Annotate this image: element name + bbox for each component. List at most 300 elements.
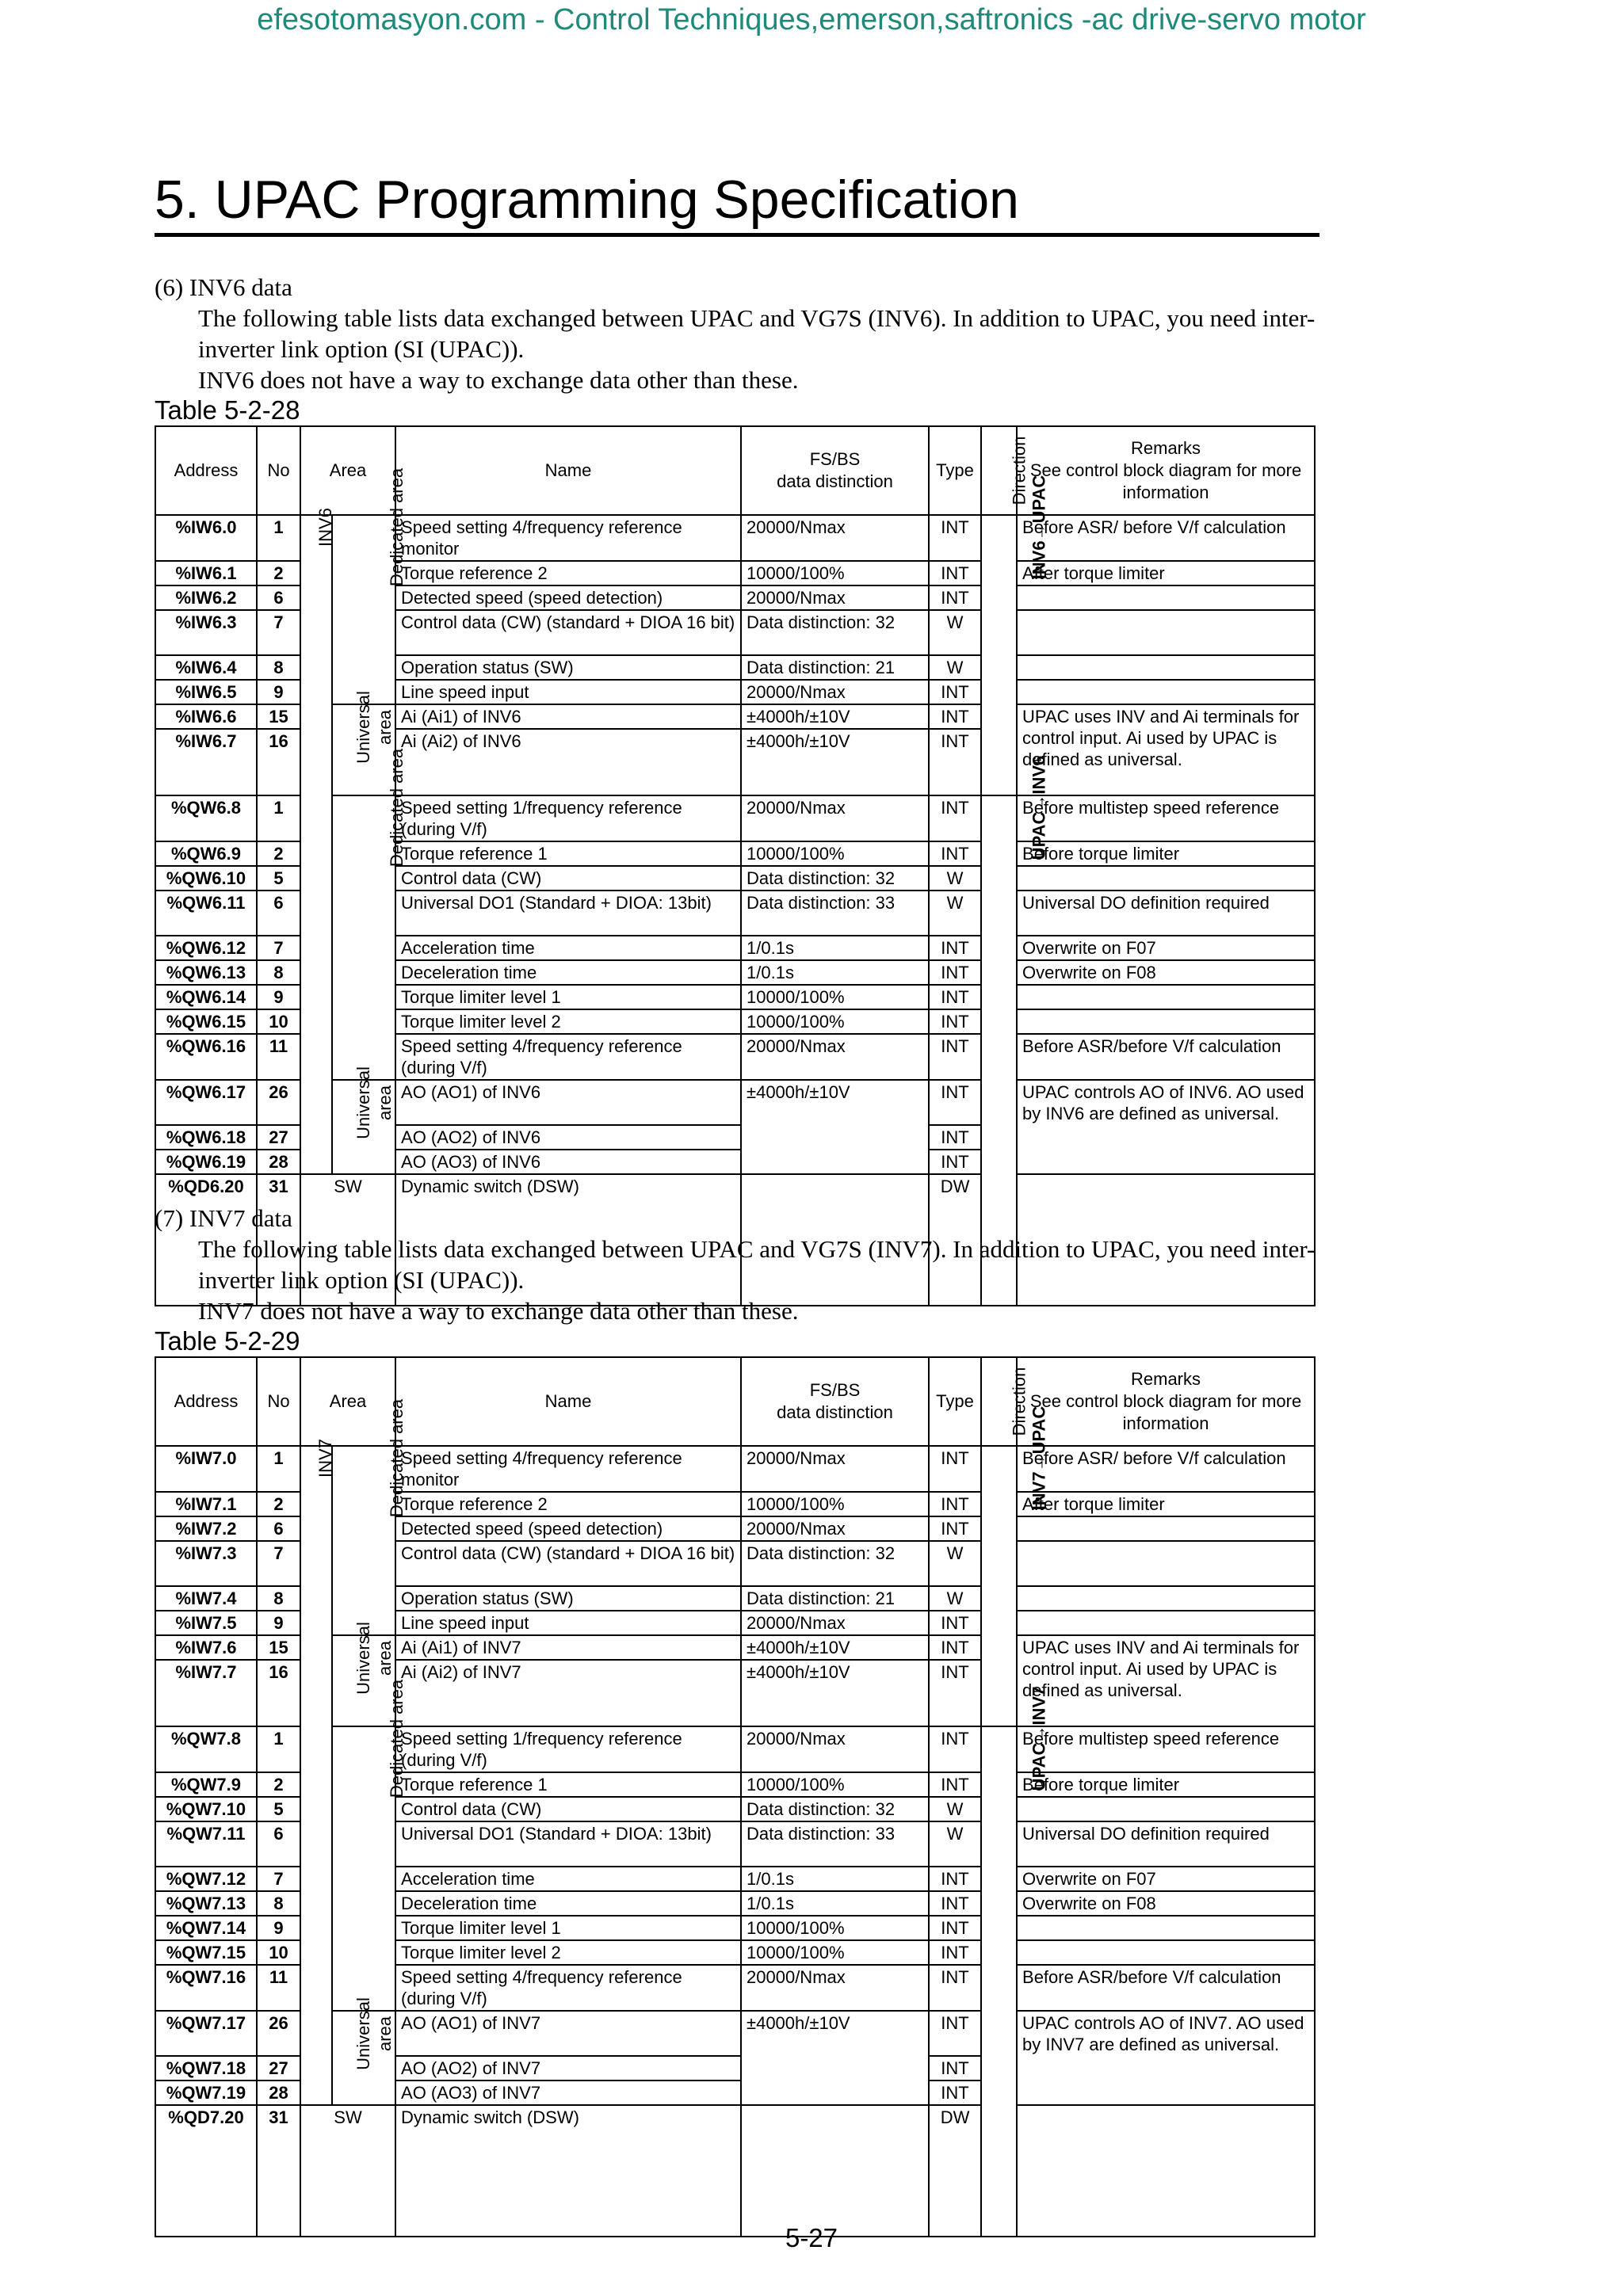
remarks-cell: Before torque limiter: [1017, 1772, 1315, 1797]
no-cell: 1: [257, 795, 300, 841]
area-label: Dedicated area: [387, 1679, 407, 1798]
col-header-address: Address: [155, 426, 257, 515]
type-cell: INT: [929, 704, 981, 729]
name-cell: Dynamic switch (DSW): [395, 1174, 741, 1306]
type-cell: DW: [929, 2105, 981, 2237]
type-cell: INT: [929, 2011, 981, 2056]
col-header-remarks-line2: See control block diagram for more information: [1029, 1391, 1302, 1433]
fsbs-cell: 20000/Nmax: [741, 585, 929, 610]
remarks-cell: [1017, 1797, 1315, 1821]
no-cell: 6: [257, 891, 300, 936]
remarks-cell: Before multistep speed reference: [1017, 1726, 1315, 1772]
col-header-name: Name: [395, 426, 741, 515]
section-heading: (7) INV7 data: [155, 1204, 292, 1232]
name-cell: Ai (Ai2) of INV6: [395, 729, 741, 795]
name-cell: Detected speed (speed detection): [395, 1516, 741, 1541]
no-cell: 2: [257, 1492, 300, 1516]
fsbs-cell: 20000/Nmax: [741, 1516, 929, 1541]
address-cell: %IW7.6: [155, 1635, 257, 1660]
inv7-data-table: [155, 1356, 1316, 2237]
address-cell: %QW7.18: [155, 2056, 257, 2081]
name-cell: Torque reference 2: [395, 1492, 741, 1516]
col-header-area: Area: [300, 426, 395, 515]
address-cell: %IW6.2: [155, 585, 257, 610]
no-cell: 27: [257, 2056, 300, 2081]
address-cell: %QD6.20: [155, 1174, 257, 1306]
remarks-cell: Before ASR/ before V/f calculation: [1017, 515, 1315, 561]
area-cell: [332, 748, 407, 1080]
table-label: Table 5-2-29: [155, 1326, 300, 1356]
direction-cell: [981, 475, 1049, 795]
direction-cell: [981, 1405, 1049, 1726]
fsbs-cell: 10000/100%: [741, 985, 929, 1009]
area-cell: [332, 1398, 407, 1635]
section-inv6: [155, 272, 1319, 1306]
area-label: Dedicated area: [387, 467, 407, 587]
address-cell: %IW6.7: [155, 729, 257, 795]
address-cell: %QW6.17: [155, 1080, 257, 1125]
address-cell: %QW7.12: [155, 1867, 257, 1891]
type-cell: INT: [929, 1635, 981, 1660]
fsbs-cell: 20000/Nmax: [741, 680, 929, 704]
fsbs-cell: Data distinction: 32: [741, 1541, 929, 1586]
no-cell: 10: [257, 1940, 300, 1965]
type-cell: W: [929, 891, 981, 936]
name-cell: Ai (Ai2) of INV7: [395, 1660, 741, 1726]
no-cell: 28: [257, 1150, 300, 1174]
area-label: Dedicated area: [387, 748, 407, 868]
type-cell: INT: [929, 985, 981, 1009]
area-label: Dedicated area: [387, 1398, 407, 1518]
name-cell: AO (AO1) of INV7: [395, 2011, 741, 2056]
no-cell: 28: [257, 2081, 300, 2105]
inverter-group-label: INV7: [315, 1439, 335, 1478]
name-cell: Torque reference 1: [395, 1772, 741, 1797]
address-cell: %QW7.16: [155, 1965, 257, 2011]
no-cell: 16: [257, 729, 300, 795]
address-cell: %QW7.19: [155, 2081, 257, 2105]
fsbs-cell: 10000/100%: [741, 1492, 929, 1516]
remarks-cell: Universal DO definition required: [1017, 891, 1315, 936]
name-cell: Control data (CW): [395, 866, 741, 891]
fsbs-cell: Data distinction: 21: [741, 1586, 929, 1611]
type-cell: INT: [929, 1611, 981, 1635]
section-paragraph: The following table lists data exchanged between UPAC and VG7S (INV7). In addition to UPAC, you need inter-inverter link option (SI (UPAC)).: [198, 1235, 1316, 1294]
name-cell: Ai (Ai1) of INV6: [395, 704, 741, 729]
address-cell: %QD7.20: [155, 2105, 257, 2237]
direction-cell: [981, 1686, 1049, 2237]
type-cell: INT: [929, 1891, 981, 1916]
remarks-cell: [1017, 1541, 1315, 1586]
name-cell: Deceleration time: [395, 960, 741, 985]
address-cell: %QW6.11: [155, 891, 257, 936]
site-banner: efesotomasyon.com - Control Techniques,emerson,saftronics -ac drive-servo motor: [257, 3, 1366, 36]
remarks-cell: [1017, 866, 1315, 891]
fsbs-cell: ±4000h/±10V: [741, 1660, 929, 1726]
name-cell: Control data (CW) (standard + DIOA 16 bit): [395, 1541, 741, 1586]
name-cell: Speed setting 4/frequency reference monitor: [395, 515, 741, 561]
type-cell: INT: [929, 1772, 981, 1797]
col-header-address: Address: [155, 1357, 257, 1446]
inverter-group-label: INV6: [315, 508, 335, 547]
name-cell: AO (AO3) of INV6: [395, 1150, 741, 1174]
address-cell: %QW7.11: [155, 1821, 257, 1867]
col-header-remarks-line1: Remarks: [1131, 438, 1201, 458]
fsbs-cell: 10000/100%: [741, 1009, 929, 1034]
type-cell: INT: [929, 1009, 981, 1034]
name-cell: Operation status (SW): [395, 655, 741, 680]
no-cell: 6: [257, 585, 300, 610]
fsbs-cell: Data distinction: 32: [741, 1797, 929, 1821]
fsbs-cell: ±4000h/±10V: [741, 2011, 929, 2105]
area-label: [353, 1066, 395, 1139]
section-paragraph: INV7 does not have a way to exchange data other than these.: [198, 1297, 799, 1325]
type-cell: DW: [929, 1174, 981, 1306]
area-label-line: area: [374, 2016, 395, 2052]
type-cell: W: [929, 655, 981, 680]
type-cell: INT: [929, 1867, 981, 1891]
fsbs-cell: 10000/100%: [741, 1940, 929, 1965]
name-cell: Torque limiter level 2: [395, 1940, 741, 1965]
table-header-row: [155, 426, 1315, 515]
type-cell: INT: [929, 795, 981, 841]
remarks-cell: Before ASR/before V/f calculation: [1017, 1965, 1315, 2011]
remarks-cell: Overwrite on F08: [1017, 960, 1315, 985]
no-cell: 5: [257, 1797, 300, 1821]
col-header-direction-text: Direction: [1009, 436, 1029, 505]
section-paragraph: INV6 does not have a way to exchange data other than these.: [198, 366, 799, 394]
type-cell: W: [929, 1797, 981, 1821]
area-cell: SW: [300, 2105, 395, 2237]
fsbs-cell: ±4000h/±10V: [741, 729, 929, 795]
no-cell: 2: [257, 561, 300, 585]
name-cell: Torque reference 2: [395, 561, 741, 585]
address-cell: %QW7.17: [155, 2011, 257, 2056]
remarks-cell: [1017, 1586, 1315, 1611]
remarks-cell: [1017, 1916, 1315, 1940]
no-cell: 6: [257, 1516, 300, 1541]
direction-label: INV6→UPAC: [1029, 475, 1049, 580]
inverter-group-cell: [300, 1439, 335, 2105]
address-cell: %QW6.13: [155, 960, 257, 985]
type-cell: INT: [929, 2056, 981, 2081]
col-header-fsbs: [741, 426, 929, 515]
no-cell: 9: [257, 1916, 300, 1940]
no-cell: 1: [257, 1446, 300, 1492]
area-label-line: Universal: [353, 691, 373, 764]
address-cell: %IW6.0: [155, 515, 257, 561]
name-cell: AO (AO1) of INV6: [395, 1080, 741, 1125]
address-cell: %IW6.6: [155, 704, 257, 729]
table-row: [155, 2105, 1315, 2237]
inv6-data-table: [155, 425, 1316, 1306]
no-cell: 7: [257, 1541, 300, 1586]
address-cell: %IW6.3: [155, 610, 257, 655]
name-cell: Deceleration time: [395, 1891, 741, 1916]
inverter-group-cell: [300, 508, 335, 1174]
col-header-direction-text: Direction: [1009, 1367, 1029, 1436]
area-label-line: Universal: [353, 1066, 373, 1139]
fsbs-cell: 20000/Nmax: [741, 515, 929, 561]
name-cell: AO (AO3) of INV7: [395, 2081, 741, 2105]
area-label-line: area: [374, 709, 395, 746]
col-header-no: No: [257, 426, 300, 515]
remarks-cell: [1017, 1940, 1315, 1965]
area-label-line: Universal: [353, 1997, 373, 2070]
no-cell: 16: [257, 1660, 300, 1726]
area-cell: [332, 1679, 407, 2011]
name-cell: Speed setting 4/frequency reference (during V/f): [395, 1965, 741, 2011]
fsbs-cell: 1/0.1s: [741, 936, 929, 960]
address-cell: %QW6.9: [155, 841, 257, 866]
table-row: [155, 515, 1315, 561]
no-cell: 10: [257, 1009, 300, 1034]
remarks-cell: [1017, 1611, 1315, 1635]
remarks-cell: Overwrite on F07: [1017, 1867, 1315, 1891]
no-cell: 2: [257, 1772, 300, 1797]
address-cell: %IW7.1: [155, 1492, 257, 1516]
no-cell: 8: [257, 960, 300, 985]
no-cell: 2: [257, 841, 300, 866]
remarks-cell: UPAC controls AO of INV6. AO used by INV6 are defined as universal.: [1017, 1080, 1315, 1174]
fsbs-cell: 20000/Nmax: [741, 795, 929, 841]
name-cell: AO (AO2) of INV6: [395, 1125, 741, 1150]
address-cell: %IW6.5: [155, 680, 257, 704]
fsbs-cell: ±4000h/±10V: [741, 1635, 929, 1660]
name-cell: Operation status (SW): [395, 1586, 741, 1611]
type-cell: W: [929, 866, 981, 891]
remarks-cell: UPAC controls AO of INV7. AO used by INV7 are defined as universal.: [1017, 2011, 1315, 2105]
name-cell: Acceleration time: [395, 1867, 741, 1891]
no-cell: 1: [257, 1726, 300, 1772]
name-cell: Ai (Ai1) of INV7: [395, 1635, 741, 1660]
remarks-cell: Before multistep speed reference: [1017, 795, 1315, 841]
section-paragraph: The following table lists data exchanged between UPAC and VG7S (INV6). In addition to UPAC, you need inter-inverter link option (SI (UPAC)).: [198, 304, 1316, 363]
remarks-cell: [1017, 610, 1315, 655]
address-cell: %QW6.16: [155, 1034, 257, 1080]
type-cell: INT: [929, 1446, 981, 1492]
name-cell: Detected speed (speed detection): [395, 585, 741, 610]
address-cell: %IW7.2: [155, 1516, 257, 1541]
remarks-cell: [1017, 655, 1315, 680]
type-cell: INT: [929, 1516, 981, 1541]
remarks-cell: [1017, 1516, 1315, 1541]
address-cell: %IW7.5: [155, 1611, 257, 1635]
address-cell: %QW6.14: [155, 985, 257, 1009]
type-cell: INT: [929, 1034, 981, 1080]
type-cell: INT: [929, 515, 981, 561]
remarks-cell: Before torque limiter: [1017, 841, 1315, 866]
address-cell: %QW6.10: [155, 866, 257, 891]
fsbs-cell: [741, 2105, 929, 2237]
type-cell: INT: [929, 1726, 981, 1772]
chapter-title: 5. UPAC Programming Specification: [155, 168, 1319, 237]
fsbs-cell: 10000/100%: [741, 1916, 929, 1940]
name-cell: Acceleration time: [395, 936, 741, 960]
no-cell: 27: [257, 1125, 300, 1150]
direction-label: INV7→UPAC: [1029, 1405, 1049, 1511]
type-cell: INT: [929, 2081, 981, 2105]
type-cell: INT: [929, 1125, 981, 1150]
no-cell: 31: [257, 1174, 300, 1306]
col-header-direction: [981, 1357, 1029, 1446]
address-cell: %QW7.10: [155, 1797, 257, 1821]
area-label-line: area: [374, 1085, 395, 1121]
no-cell: 15: [257, 1635, 300, 1660]
no-cell: 8: [257, 655, 300, 680]
col-header-fsbs-line1: FS/BS: [809, 1380, 861, 1400]
no-cell: 1: [257, 515, 300, 561]
area-cell: [332, 467, 407, 704]
fsbs-cell: 1/0.1s: [741, 960, 929, 985]
address-cell: %QW7.15: [155, 1940, 257, 1965]
area-cell: [332, 1066, 395, 1174]
address-cell: %IW6.1: [155, 561, 257, 585]
address-cell: %QW7.8: [155, 1726, 257, 1772]
col-header-area: Area: [300, 1357, 395, 1446]
name-cell: Universal DO1 (Standard + DIOA: 13bit): [395, 891, 741, 936]
fsbs-cell: Data distinction: 33: [741, 1821, 929, 1867]
type-cell: W: [929, 610, 981, 655]
address-cell: %QW6.18: [155, 1125, 257, 1150]
fsbs-cell: 10000/100%: [741, 841, 929, 866]
table-header-row: [155, 1357, 1315, 1446]
remarks-cell: Overwrite on F07: [1017, 936, 1315, 960]
col-header-type: Type: [929, 426, 981, 515]
no-cell: 31: [257, 2105, 300, 2237]
type-cell: INT: [929, 841, 981, 866]
no-cell: 7: [257, 1867, 300, 1891]
remarks-cell: Universal DO definition required: [1017, 1821, 1315, 1867]
direction-label: UPAC→INV7: [1029, 1686, 1049, 1791]
name-cell: Speed setting 1/frequency reference (during V/f): [395, 795, 741, 841]
name-cell: Universal DO1 (Standard + DIOA: 13bit): [395, 1821, 741, 1867]
type-cell: INT: [929, 680, 981, 704]
no-cell: 7: [257, 610, 300, 655]
no-cell: 26: [257, 1080, 300, 1125]
address-cell: %IW6.4: [155, 655, 257, 680]
name-cell: Speed setting 4/frequency reference (during V/f): [395, 1034, 741, 1080]
no-cell: 11: [257, 1965, 300, 2011]
fsbs-cell: 20000/Nmax: [741, 1611, 929, 1635]
remarks-cell: [1017, 1009, 1315, 1034]
remarks-cell: Before ASR/ before V/f calculation: [1017, 1446, 1315, 1492]
col-header-remarks: [1017, 1357, 1315, 1446]
type-cell: INT: [929, 585, 981, 610]
fsbs-cell: 20000/Nmax: [741, 1034, 929, 1080]
remarks-cell: [1017, 585, 1315, 610]
remarks-cell: UPAC uses INV and Ai terminals for control input. Ai used by UPAC is defined as universal.: [1017, 1635, 1315, 1726]
remarks-cell: Before ASR/before V/f calculation: [1017, 1034, 1315, 1080]
name-cell: Torque limiter level 2: [395, 1009, 741, 1034]
remarks-cell: After torque limiter: [1017, 1492, 1315, 1516]
fsbs-cell: 10000/100%: [741, 561, 929, 585]
type-cell: INT: [929, 1080, 981, 1125]
address-cell: %IW7.0: [155, 1446, 257, 1492]
name-cell: Torque reference 1: [395, 841, 741, 866]
type-cell: INT: [929, 561, 981, 585]
address-cell: %QW6.8: [155, 795, 257, 841]
type-cell: W: [929, 1586, 981, 1611]
page-number: 5-27: [785, 2223, 838, 2252]
remarks-cell: Overwrite on F08: [1017, 1891, 1315, 1916]
type-cell: INT: [929, 1660, 981, 1726]
type-cell: INT: [929, 729, 981, 795]
col-header-remarks-line1: Remarks: [1131, 1369, 1201, 1389]
remarks-cell: After torque limiter: [1017, 561, 1315, 585]
fsbs-cell: 10000/100%: [741, 1772, 929, 1797]
fsbs-cell: ±4000h/±10V: [741, 704, 929, 729]
no-cell: 8: [257, 1586, 300, 1611]
remarks-cell: UPAC uses INV and Ai terminals for control input. Ai used by UPAC is defined as universal.: [1017, 704, 1315, 795]
name-cell: Control data (CW) (standard + DIOA 16 bit): [395, 610, 741, 655]
type-cell: INT: [929, 1492, 981, 1516]
area-label-line: Universal: [353, 1622, 373, 1695]
area-cell: SW: [300, 1174, 395, 1306]
fsbs-cell: 1/0.1s: [741, 1891, 929, 1916]
section-heading: (6) INV6 data: [155, 273, 292, 301]
name-cell: Line speed input: [395, 680, 741, 704]
fsbs-cell: 20000/Nmax: [741, 1446, 929, 1492]
no-cell: 6: [257, 1821, 300, 1867]
col-header-direction: [981, 426, 1029, 515]
section-inv7: [155, 1203, 1319, 2237]
col-header-remarks-line2: See control block diagram for more information: [1029, 460, 1302, 502]
address-cell: %QW6.15: [155, 1009, 257, 1034]
area-cell: [332, 1997, 395, 2105]
fsbs-cell: ±4000h/±10V: [741, 1080, 929, 1174]
fsbs-cell: 1/0.1s: [741, 1867, 929, 1891]
fsbs-cell: Data distinction: 21: [741, 655, 929, 680]
table-label: Table 5-2-28: [155, 395, 300, 425]
name-cell: Speed setting 1/frequency reference (during V/f): [395, 1726, 741, 1772]
fsbs-cell: Data distinction: 32: [741, 610, 929, 655]
col-header-name: Name: [395, 1357, 741, 1446]
address-cell: %QW7.13: [155, 1891, 257, 1916]
area-label: [353, 1997, 395, 2070]
name-cell: Dynamic switch (DSW): [395, 2105, 741, 2237]
no-cell: 5: [257, 866, 300, 891]
type-cell: W: [929, 1821, 981, 1867]
no-cell: 11: [257, 1034, 300, 1080]
no-cell: 9: [257, 985, 300, 1009]
address-cell: %QW6.19: [155, 1150, 257, 1174]
address-cell: %IW7.7: [155, 1660, 257, 1726]
address-cell: %QW7.9: [155, 1772, 257, 1797]
col-header-fsbs-line2: data distinction: [777, 1402, 893, 1422]
area-label-line: area: [374, 1640, 395, 1676]
remarks-cell: [1017, 985, 1315, 1009]
name-cell: Speed setting 4/frequency reference monitor: [395, 1446, 741, 1492]
no-cell: 15: [257, 704, 300, 729]
col-header-fsbs: [741, 1357, 929, 1446]
fsbs-cell: Data distinction: 33: [741, 891, 929, 936]
type-cell: INT: [929, 960, 981, 985]
type-cell: INT: [929, 936, 981, 960]
name-cell: Control data (CW): [395, 1797, 741, 1821]
no-cell: 26: [257, 2011, 300, 2056]
fsbs-cell: 20000/Nmax: [741, 1965, 929, 2011]
address-cell: %IW7.4: [155, 1586, 257, 1611]
col-header-fsbs-line1: FS/BS: [809, 449, 861, 469]
type-cell: INT: [929, 1916, 981, 1940]
fsbs-cell: 20000/Nmax: [741, 1726, 929, 1772]
remarks-cell: [1017, 680, 1315, 704]
address-cell: %QW7.14: [155, 1916, 257, 1940]
col-header-fsbs-line2: data distinction: [777, 471, 893, 491]
table-row: [155, 1446, 1315, 1492]
type-cell: INT: [929, 1150, 981, 1174]
